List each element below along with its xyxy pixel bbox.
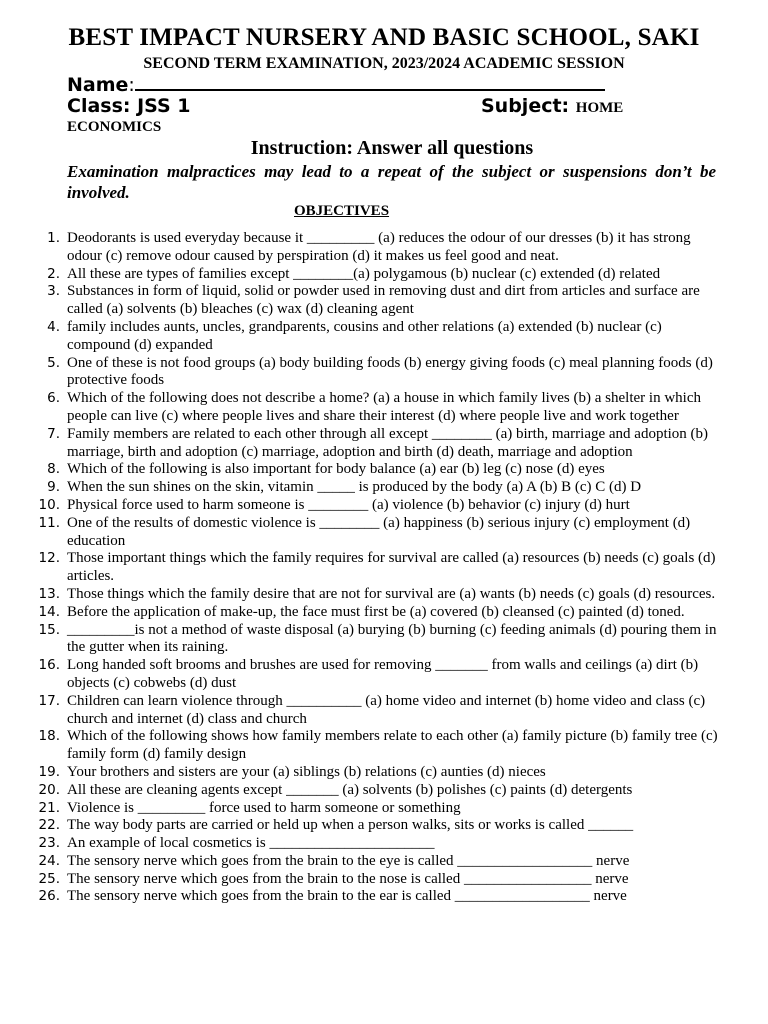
- question-text: All these are types of families except ________(a) polygamous (b) nuclear (c) extended (d) related: [67, 265, 661, 282]
- name-label: Name: [67, 74, 129, 96]
- question-text: Substances in form of liquid, solid or powder used in removing dust and dirt from articles and surface are called (a) solvents (b) bleaches (c) wax (d) cleaning agent: [67, 283, 700, 318]
- question-text: All these are cleaning agents except _______ (a) solvents (b) polishes (c) paints (d) detergents: [67, 781, 633, 798]
- instruction: Instruction: Answer all questions: [250, 137, 534, 159]
- question-number: 21.: [38, 799, 60, 816]
- question-text: Which of the following shows how family members relate to each other (a) family picture (b) family tree (c) family form (d) family design: [67, 728, 718, 763]
- question-number: 23.: [38, 835, 60, 852]
- question-list: [0, 230, 768, 906]
- subject-field: [481, 95, 623, 117]
- question-item: [0, 853, 768, 871]
- question-text: Violence is _________ force used to harm someone or something: [67, 799, 461, 816]
- class-subject-row: [67, 95, 707, 117]
- question-text: Those important things which the family requires for survival are called (a) resources (b) needs (c) goals (d) articles.: [67, 550, 716, 585]
- question-text: Which of the following is also important for body balance (a) ear (b) leg (c) nose (d) eyes: [67, 461, 605, 478]
- question-item: [0, 800, 768, 818]
- question-number: 8.: [47, 461, 60, 478]
- question-text: _________is not a method of waste disposal (a) burying (b) burning (c) feeding animals (d) pouring them in the gutter when its raining.: [67, 621, 717, 656]
- class-label: Class: JSS 1: [67, 95, 191, 117]
- name-blank-line: [135, 73, 605, 91]
- question-text: Deodorants is used everyday because it _________ (a) reduces the odour of our dresses (b) it has strong odour (c) remove odour caused by perspiration (d) it makes us feel good and neat.: [67, 230, 691, 264]
- question-number: 24.: [38, 852, 60, 869]
- question-item: [0, 515, 768, 551]
- question-number: 2.: [47, 265, 60, 282]
- school-name: BEST IMPACT NURSERY AND BASIC SCHOOL, SAKI: [68, 24, 700, 51]
- question-item: [0, 266, 768, 284]
- question-item: [0, 230, 768, 266]
- question-number: 14.: [38, 603, 60, 620]
- question-number: 13.: [38, 585, 60, 602]
- question-item: [0, 461, 768, 479]
- question-number: 11.: [38, 514, 60, 531]
- question-text: The sensory nerve which goes from the brain to the ear is called __________________ nerve: [67, 888, 627, 905]
- question-text: One of the results of domestic violence is ________ (a) happiness (b) serious injury (c) employment (d) education: [67, 514, 691, 549]
- subject-value-continued: ECONOMICS: [67, 119, 162, 135]
- question-number: 1.: [47, 230, 60, 246]
- question-text: One of these is not food groups (a) body building foods (b) energy giving foods (c) meal planning foods (d) protective foods: [67, 354, 713, 389]
- question-number: 22.: [38, 817, 60, 834]
- question-number: 17.: [38, 692, 60, 709]
- question-item: [0, 657, 768, 693]
- question-text: An example of local cosmetics is ______________________: [67, 835, 435, 852]
- question-number: 16.: [38, 657, 60, 674]
- subject-value: HOME: [575, 100, 624, 116]
- question-number: 6.: [47, 390, 60, 407]
- question-item: [0, 479, 768, 497]
- question-item: [0, 283, 768, 319]
- question-item: [0, 835, 768, 853]
- question-text: Those things which the family desire that are not for survival are (a) wants (b) needs (c) goals (d) resources.: [67, 585, 716, 602]
- question-number: 20.: [38, 781, 60, 798]
- question-number: 4.: [47, 318, 60, 335]
- question-number: 15.: [38, 621, 60, 638]
- malpractice-note: Examination malpractices may lead to a repeat of the subject or suspensions don’t be involved.: [67, 162, 716, 202]
- question-item: [0, 888, 768, 906]
- question-text: family includes aunts, uncles, grandparents, cousins and other relations (a) extended (b) nuclear (c) compound (d) expanded: [67, 318, 662, 353]
- question-number: 3.: [47, 283, 60, 300]
- question-text: The sensory nerve which goes from the brain to the nose is called _________________ nerve: [67, 870, 629, 887]
- question-text: Long handed soft brooms and brushes are used for removing _______ from walls and ceilings (a) dirt (b) objects (c) cobwebs (d) dust: [67, 657, 699, 691]
- question-item: [0, 390, 768, 426]
- question-number: 9.: [47, 479, 60, 496]
- question-item: [0, 622, 768, 658]
- question-item: [0, 728, 768, 764]
- question-text: Children can learn violence through __________ (a) home video and internet (b) home video and class (c) church and internet (d) class and church: [67, 692, 706, 727]
- question-item: [0, 355, 768, 391]
- name-row: [67, 73, 605, 96]
- question-text: When the sun shines on the skin, vitamin _____ is produced by the body (a) A (b) B (c) C (d) D: [67, 479, 642, 496]
- question-text: The way body parts are carried or held up when a person walks, sits or works is called ______: [67, 817, 634, 834]
- question-text: Which of the following does not describe a home? (a) a house in which family lives (b) a shelter in which people can live (c) where people lives and share their interest (d) where people live and work together: [67, 390, 701, 424]
- question-number: 5.: [47, 354, 60, 371]
- question-item: [0, 497, 768, 515]
- question-text: Physical force used to harm someone is ________ (a) violence (b) behavior (c) injury (d) hurt: [67, 496, 630, 513]
- question-number: 25.: [38, 870, 60, 887]
- question-number: 18.: [38, 728, 60, 745]
- question-number: 19.: [38, 763, 60, 780]
- question-item: [0, 782, 768, 800]
- question-item: [0, 586, 768, 604]
- question-number: 7.: [47, 425, 60, 442]
- question-item: [0, 817, 768, 835]
- question-text: The sensory nerve which goes from the brain to the eye is called __________________ nerve: [67, 852, 630, 869]
- question-item: [0, 871, 768, 889]
- question-number: 12.: [38, 550, 60, 567]
- question-item: [0, 426, 768, 462]
- question-text: Before the application of make-up, the face must first be (a) covered (b) cleansed (c) painted (d) toned.: [67, 603, 685, 620]
- question-item: [0, 319, 768, 355]
- question-text: Your brothers and sisters are your (a) siblings (b) relations (c) aunties (d) nieces: [67, 763, 546, 780]
- question-item: [0, 764, 768, 782]
- exam-session: SECOND TERM EXAMINATION, 2023/2024 ACADEMIC SESSION: [143, 55, 625, 72]
- question-item: [0, 604, 768, 622]
- question-item: [0, 693, 768, 729]
- question-text: Family members are related to each other through all except ________ (a) birth, marriage and adoption (b) marriage, birth and adoption (c) marriage, adoption and birth (d) death, marriage and adoption: [67, 425, 709, 460]
- subject-label: Subject:: [481, 95, 570, 117]
- question-item: [0, 550, 768, 586]
- question-number: 10.: [38, 496, 60, 513]
- section-title: OBJECTIVES: [294, 203, 390, 219]
- question-number: 26.: [38, 888, 60, 905]
- name-colon: :: [128, 74, 135, 96]
